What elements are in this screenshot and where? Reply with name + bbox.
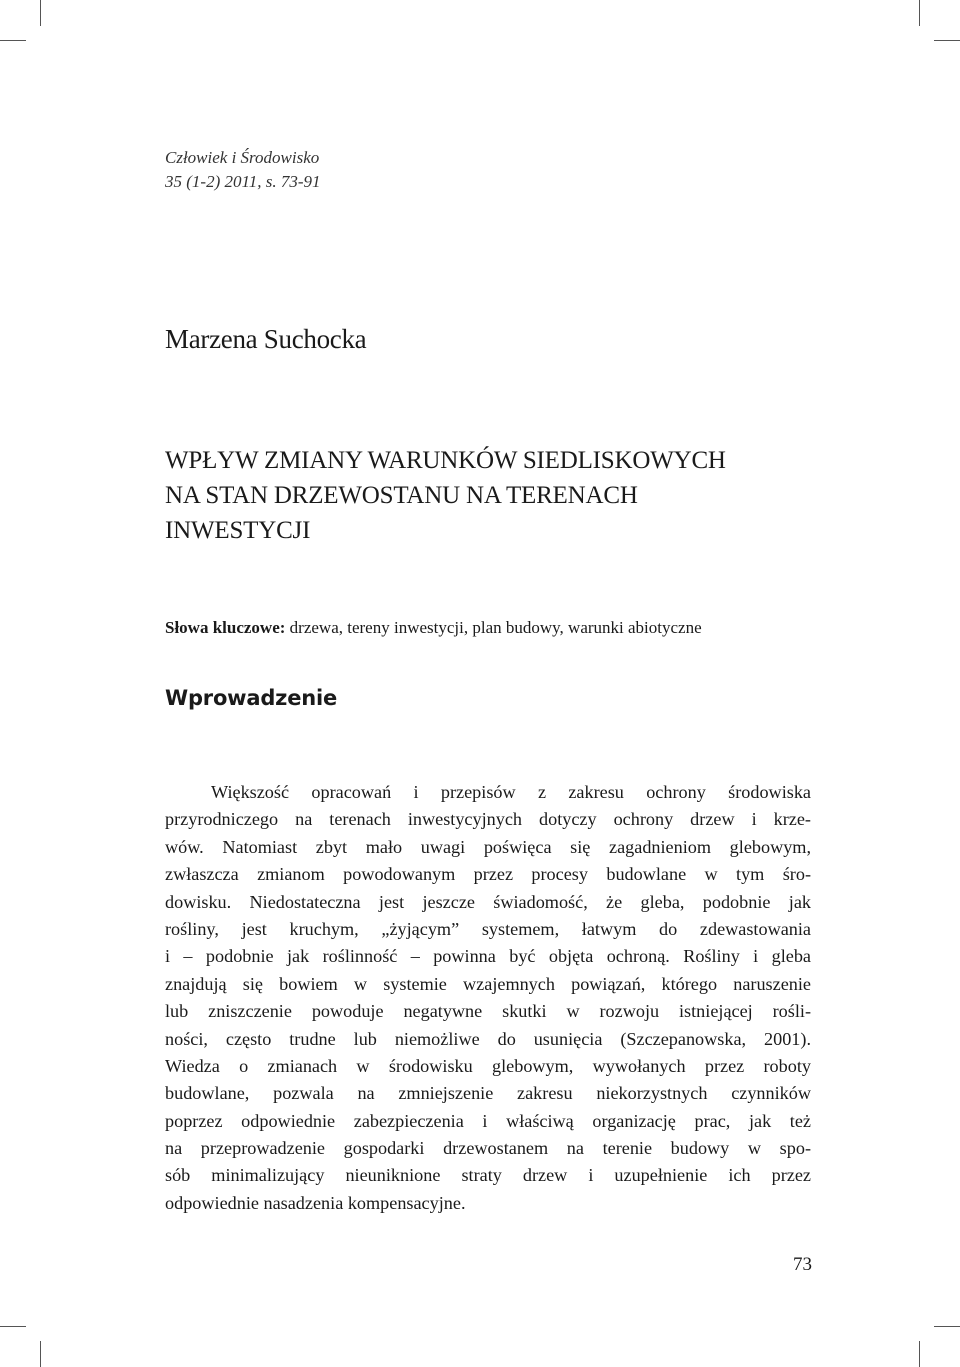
paragraph-line: sób minimalizujący nieuniknione straty drzew i uzupełnienie ich przez — [165, 1165, 811, 1186]
paragraph-line: odpowiednie nasadzenia kompensacyjne. — [165, 1192, 466, 1213]
paragraph-line: poprzez odpowiednie zabezpieczenia i właściwą organizację prac, jak też — [165, 1110, 811, 1131]
paragraph-line: zwłaszcza zmianom powodowanym przez procesy budowlane w tym śro- — [165, 864, 811, 885]
journal-name: Człowiek i Środowisko — [165, 148, 320, 167]
paragraph-line: ności, często trudne lub niemożliwe do usunięcia (Szczepanowska, 2001). — [165, 1028, 811, 1049]
crop-mark-bottom-left-horizontal — [0, 1326, 26, 1327]
paragraph-line: i – podobnie jak roślinność – powinna być objęta ochroną. Rośliny i gleba — [165, 946, 811, 967]
paragraph-line: przyrodniczego na terenach inwestycyjnych dotyczy ochrony drzew i krze- — [165, 809, 811, 830]
crop-mark-top-left-vertical — [40, 0, 41, 26]
keywords — [165, 618, 702, 638]
crop-mark-bottom-left-vertical — [40, 1341, 41, 1367]
page-number: 73 — [793, 1254, 812, 1275]
section-heading: Wprowadzenie — [165, 686, 338, 710]
body-paragraph — [165, 779, 811, 1217]
crop-mark-top-left-horizontal — [0, 40, 26, 41]
crop-mark-top-right-horizontal — [934, 40, 960, 41]
crop-mark-bottom-right-vertical — [919, 1341, 920, 1367]
crop-mark-bottom-right-horizontal — [934, 1326, 960, 1327]
paragraph-line: znajdują się bowiem w systemie wzajemnych powiązań, którego naruszenie — [165, 973, 811, 994]
crop-mark-top-right-vertical — [919, 0, 920, 26]
paragraph-line: dowisku. Niedostateczna jest jeszcze świadomość, że gleba, podobnie jak — [165, 891, 811, 912]
paragraph-line: budowlane, pozwala na zmniejszenie zakresu niekorzystnych czynników — [165, 1083, 811, 1104]
keywords-text: drzewa, tereny inwestycji, plan budowy, warunki abiotyczne — [285, 618, 702, 637]
journal-reference — [165, 146, 321, 194]
paragraph-line: wów. Natomiast zbyt mało uwagi poświęca się zagadnieniom glebowym, — [165, 836, 811, 857]
journal-issue: 35 (1-2) 2011, s. 73-91 — [165, 172, 321, 191]
article-title — [165, 443, 825, 548]
author-name: Marzena Suchocka — [165, 324, 367, 354]
title-line: NA STAN DRZEWOSTANU NA TERENACH — [165, 482, 638, 509]
paragraph-line: na przeprowadzenie gospodarki drzewostanem na terenie budowy w spo- — [165, 1138, 811, 1159]
paragraph-line: Wiedza o zmianach w środowisku glebowym, wywołanych przez roboty — [165, 1055, 811, 1076]
title-line: WPŁYW ZMIANY WARUNKÓW SIEDLISKOWYCH — [165, 447, 726, 474]
paragraph-line: rośliny, jest kruchym, „żyjącym” systemem, łatwym do zdewastowania — [165, 918, 811, 939]
paragraph-line: lub zniszczenie powoduje negatywne skutki w rozwoju istniejącej rośli- — [165, 1001, 811, 1022]
title-line: INWESTYCJI — [165, 517, 311, 544]
paragraph-line: Większość opracowań i przepisów z zakresu ochrony środowiska — [211, 782, 811, 802]
keywords-label: Słowa kluczowe: — [165, 618, 286, 637]
